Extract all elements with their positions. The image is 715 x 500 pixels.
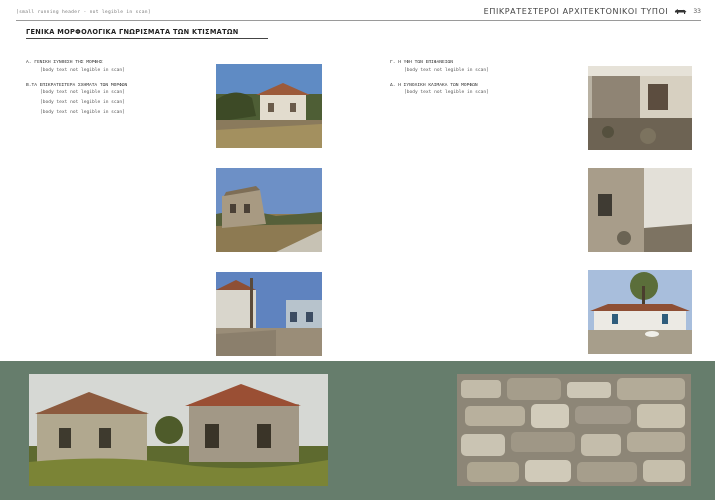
section-b-paragraph: [body text not legible in scan] xyxy=(40,90,125,96)
photo-stone-house xyxy=(588,168,692,252)
section-heading-b: Β.ΤΑ ΕΠΙΚΡΑΤΕΣΤΕΡΑ ΣΧΗΜΑΤΑ ΤΩΝ ΜΟΡΦΩΝ xyxy=(26,82,128,88)
right-text-column xyxy=(390,60,576,97)
section-title: ΕΠΙΚΡΑΤΕΣΤΕΡΟΙ ΑΡΧΙΤΕΚΤΟΝΙΚΟΙ ΤΥΠΟΙ xyxy=(483,7,669,16)
section-c-paragraph: [body text not legible in scan] xyxy=(404,67,489,73)
section-heading-c: Γ. Η ΥΦΗ ΤΩΝ ΕΠΙΦΑΝΕΙΩΝ xyxy=(390,60,453,65)
photo-rubble-wall xyxy=(588,66,692,150)
header-right xyxy=(484,7,701,16)
photo-rural-house xyxy=(216,64,322,148)
photo-ruins-panorama xyxy=(29,374,328,486)
photo-stone-ruin xyxy=(216,168,322,252)
running-header: [small running header - not legible in scan] xyxy=(16,10,151,15)
animal-silhouette-icon xyxy=(674,8,687,16)
left-text-column xyxy=(26,60,206,117)
heading-underline xyxy=(26,38,268,39)
section-b-paragraph: [body text not legible in scan] xyxy=(40,100,125,105)
section-b-paragraph: [body text not legible in scan] xyxy=(40,109,125,115)
section-d-paragraph: [body text not legible in scan] xyxy=(404,90,489,96)
header-rule xyxy=(16,20,701,21)
photo-whitewashed-house xyxy=(588,270,692,354)
page-heading: ΓΕΝΙΚΑ ΜΟΡΦΟΛΟΓΙΚΑ ΓΝΩΡΙΣΜΑΤΑ ΤΩΝ ΚΤΙΣΜΑΤΩΝ xyxy=(26,28,239,36)
section-heading-d: Δ. Η ΣΥΝΟΛΙΚΗ ΚΛΙΜΑΚΑ ΤΩΝ ΜΟΡΦΩΝ xyxy=(390,82,478,88)
section-heading-a: Α. ΓΕΝΙΚΗ ΣΥΝΘΕΣΗ ΤΗΣ ΜΟΡΦΗΣ xyxy=(26,60,103,65)
photo-village-street xyxy=(216,272,322,356)
page-number: 33 xyxy=(693,8,701,15)
section-a-paragraph: [body text not legible in scan] xyxy=(40,67,125,73)
photo-stone-wall-texture xyxy=(457,374,691,486)
